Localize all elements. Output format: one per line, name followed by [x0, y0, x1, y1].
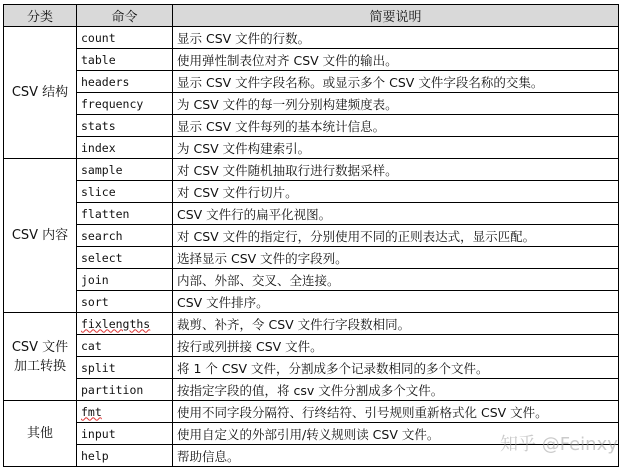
command-name: search: [81, 228, 123, 243]
table-row: [4, 93, 619, 115]
command-cell: [77, 225, 173, 247]
command-name: headers: [81, 74, 130, 89]
description-cell: 裁剪、补齐，令 CSV 文件行字段数相同。: [173, 313, 619, 335]
command-cell: [77, 335, 173, 357]
command-name: partition: [81, 382, 144, 397]
description-cell: 为 CSV 文件构建索引。: [173, 137, 619, 159]
command-cell: [77, 269, 173, 291]
command-name: table: [81, 52, 116, 67]
category-cell: CSV 内容: [4, 159, 77, 313]
command-cell: [77, 71, 173, 93]
category-cell: CSV 结构: [4, 27, 77, 159]
description-cell: 使用不同字段分隔符、行终结符、引号规则重新格式化 CSV 文件。: [173, 401, 619, 423]
description-cell: 将 1 个 CSV 文件，分割成多个记录数相同的多个文件。: [173, 357, 619, 379]
command-name: slice: [81, 184, 116, 199]
description-cell: 选择显示 CSV 文件的字段列。: [173, 247, 619, 269]
description-cell: 按行或列拼接 CSV 文件。: [173, 335, 619, 357]
command-name: flatten: [81, 206, 130, 221]
table-row: [4, 379, 619, 401]
table-row: [4, 313, 619, 335]
command-cell: [77, 27, 173, 49]
table-row: [4, 137, 619, 159]
command-cell: [77, 401, 173, 423]
command-cell: [77, 181, 173, 203]
category-cell: CSV 文件加工转换: [4, 313, 77, 401]
description-cell: 对 CSV 文件行切片。: [173, 181, 619, 203]
command-cell: [77, 291, 173, 313]
command-cell: [77, 423, 173, 445]
command-name: index: [81, 140, 116, 155]
description-cell: 对 CSV 文件随机抽取行进行数据采样。: [173, 159, 619, 181]
category-cell: 其他: [4, 401, 77, 467]
command-name: sort: [81, 294, 109, 309]
table-row: [4, 291, 619, 313]
table-row: [4, 401, 619, 423]
table-row: [4, 269, 619, 291]
command-name: fixlengths: [81, 316, 151, 331]
description-cell: 为 CSV 文件的每一列分别构建频度表。: [173, 93, 619, 115]
table-row: [4, 357, 619, 379]
table-row: [4, 335, 619, 357]
command-name: split: [81, 360, 116, 375]
header-command: 命令: [77, 5, 173, 27]
description-cell: 对 CSV 文件的指定行，分别使用不同的正则表达式，显示匹配。: [173, 225, 619, 247]
header-category: 分类: [4, 5, 77, 27]
watermark: 知乎 @Feinxy: [500, 434, 618, 455]
table-row: [4, 49, 619, 71]
command-table: [3, 4, 619, 467]
command-name: stats: [81, 118, 116, 133]
table-row: [4, 27, 619, 49]
command-name: count: [81, 30, 116, 45]
command-cell: [77, 49, 173, 71]
description-cell: 内部、外部、交叉、全连接。: [173, 269, 619, 291]
command-cell: [77, 93, 173, 115]
command-name: help: [81, 448, 109, 463]
description-cell: CSV 文件排序。: [173, 291, 619, 313]
command-name: join: [81, 272, 109, 287]
description-cell: 帮助信息。: [173, 445, 619, 467]
command-cell: [77, 313, 173, 335]
command-cell: [77, 379, 173, 401]
header-row: [4, 5, 619, 27]
description-cell: 使用弹性制表位对齐 CSV 文件的输出。: [173, 49, 619, 71]
command-cell: [77, 203, 173, 225]
command-name: frequency: [81, 96, 144, 111]
table-row: [4, 115, 619, 137]
table-row: [4, 159, 619, 181]
command-name: fmt: [81, 404, 102, 419]
table-row: [4, 203, 619, 225]
header-description: 简要说明: [173, 5, 619, 27]
table-row: [4, 225, 619, 247]
command-cell: [77, 247, 173, 269]
table-row: [4, 181, 619, 203]
command-cell: [77, 357, 173, 379]
command-name: select: [81, 250, 123, 265]
command-name: sample: [81, 162, 123, 177]
description-cell: CSV 文件行的扁平化视图。: [173, 203, 619, 225]
description-cell: 显示 CSV 文件的行数。: [173, 27, 619, 49]
command-name: cat: [81, 338, 102, 353]
table-row: [4, 71, 619, 93]
command-cell: [77, 115, 173, 137]
description-cell: 显示 CSV 文件字段名称。或显示多个 CSV 文件字段名称的交集。: [173, 71, 619, 93]
description-cell: 按指定字段的值，将 csv 文件分割成多个文件。: [173, 379, 619, 401]
command-cell: [77, 159, 173, 181]
description-cell: 使用自定义的外部引用/转义规则读 CSV 文件。: [173, 423, 619, 445]
description-cell: 显示 CSV 文件每列的基本统计信息。: [173, 115, 619, 137]
command-cell: [77, 137, 173, 159]
table-body: [4, 27, 619, 467]
command-cell: [77, 445, 173, 467]
command-name: input: [81, 426, 116, 441]
table-row: [4, 247, 619, 269]
